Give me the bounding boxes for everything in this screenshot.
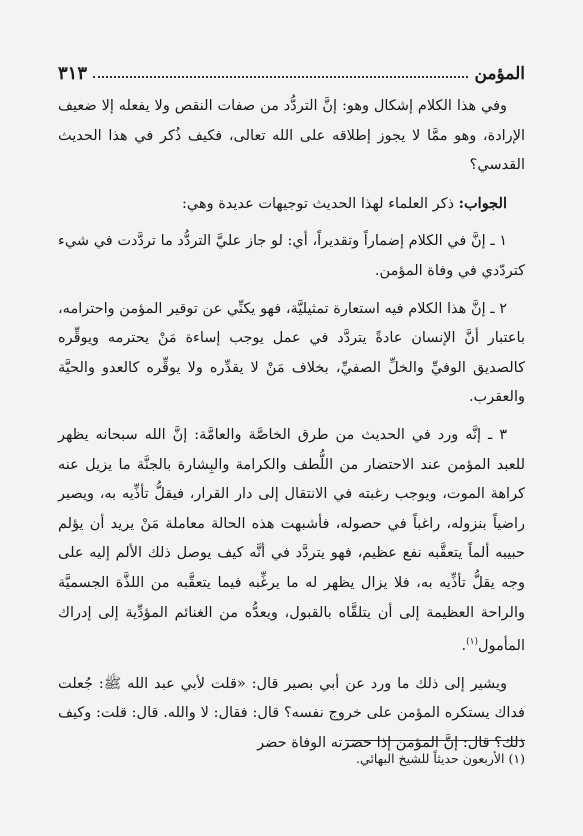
footnote: (١) الأربعون حديثاً للشيخ البهائي. xyxy=(356,751,525,766)
footnote-divider xyxy=(345,740,525,741)
paragraph-text: وفي هذا الكلام إشكال وهو: إنَّ التردُّد من صفات النقص ولا يفعله إلا ضعيف الإرادة، وهو ممَّا لا يجوز إطلاقه على الله تعالى، فكيف ذُكر في هذا الحديث القدسي؟ xyxy=(58,98,525,174)
dotted-leader xyxy=(93,76,468,78)
paragraph-answer-intro xyxy=(58,189,525,220)
paragraph-text: ٢ ـ إنَّ هذا الكلام فيه استعارة تمثيليَّة، فهو يكنِّي عن توقير المؤمن واحترامه، باعتبار أنَّ الإنسان عادةً يتردَّد في عمل يوجب إساءة مَنْ يحترمه ويوقِّره كالصديق الوفيِّ والخلِّ الصفيِّ، بخلاف مَنْ لا يقدِّره ولا يوقِّره كالعدو والحيَّة والعقرب. xyxy=(58,300,525,406)
answer-label: الجواب: xyxy=(458,194,507,212)
footnote-marker[interactable]: (١) xyxy=(466,637,478,648)
paragraph-question xyxy=(58,92,525,181)
paragraph-point-1 xyxy=(58,227,525,286)
page-body xyxy=(58,92,525,758)
paragraph-text: ٣ ـ إنَّه ورد في الحديث من طرق الخاصَّة والعامَّة: إنَّ الله سبحانه يظهر للعبد المؤمن عند الاحتضار من اللُّطف والكرامة والبِشارة بالجنَّة ما يزيل عنه كراهة الموت، ويوجب رغبته في الانتقال إلى دار القرار، فيقلُّ تأذِّيه به، ويصير راضياً بنزوله، راغباً في حصوله، فأشبهت هذه الحالة معاملة مَنْ يريد أن يؤلم حبيبه ألماً يتعقَّبه نفع عظيم، فهو يتردَّد في أنَّه كيف يوصل ذلك الألم إليه على وجه يقلُّ تأذِّيه به، فلا يزال يظهر له ما يرغِّبه فيما يتعقَّبه من اللذَّة الجسميَّة والراحة العظيمة إلى أن يتلقَّاه بالقبول، ويعدُّه من الغنائم المؤدِّية إلى إدراك المأمول xyxy=(58,426,525,654)
paragraph-hadith xyxy=(58,670,525,759)
page-header xyxy=(58,58,525,84)
page-number: ٣١٣ xyxy=(58,63,88,84)
paragraph-point-2 xyxy=(58,295,525,413)
paragraph-text: ويشير إلى ذلك ما ورد عن أبي بصير قال: «قلت لأبي عبد الله ﷺ: جُعلت فداك يستكره المؤمن على خروج نفسه؟ قال: فقال: لا والله. قال: قلت: وكيف ذلك؟ قال: إنَّ المؤمن إذا حضرته الوفاة حضر xyxy=(58,675,525,751)
running-title: المؤمن xyxy=(474,64,525,84)
paragraph-text: ذكر العلماء لهذا الحديث توجيهات عديدة وهي: xyxy=(181,195,455,212)
paragraph-text: ١ ـ إنَّ في الكلام إضماراً وتقديراً، أي: لو جاز عليَّ التردُّد ما تردَّدت في شيء كتردّدي في وفاة المؤمن. xyxy=(58,233,525,279)
paragraph-point-3: ٣ ـ إنَّه ورد في الحديث من طرق الخاصَّة والعامَّة: إنَّ الله سبحانه يظهر للعبد المؤمن عند الاحتضار من اللُّطف والكرامة والبِشارة بالجنَّة ما يزيل عنه كراهة الموت، ويوجب رغبته في الانتقال إلى دار القرار، فيقلُّ تأذِّيه به، ويصير راضياً بنزوله، راغباً في حصوله، فأشبهت هذه الحالة معاملة مَنْ يريد أن يؤلم حبيبه ألماً يتعقَّبه نفع عظيم، فهو يتردَّد في أنَّه كيف يوصل ذلك الألم إليه على وجه يقلُّ تأذِّيه به، فلا يزال يظهر له ما يرغِّبه فيما يتعقَّبه من اللذَّة الجسميَّة والراحة العظيمة إلى أن يتلقَّاه بالقبول، ويعدُّه من الغنائم المؤدِّية إلى إدراك المأمول$^{(١)}$. xyxy=(58,426,525,654)
